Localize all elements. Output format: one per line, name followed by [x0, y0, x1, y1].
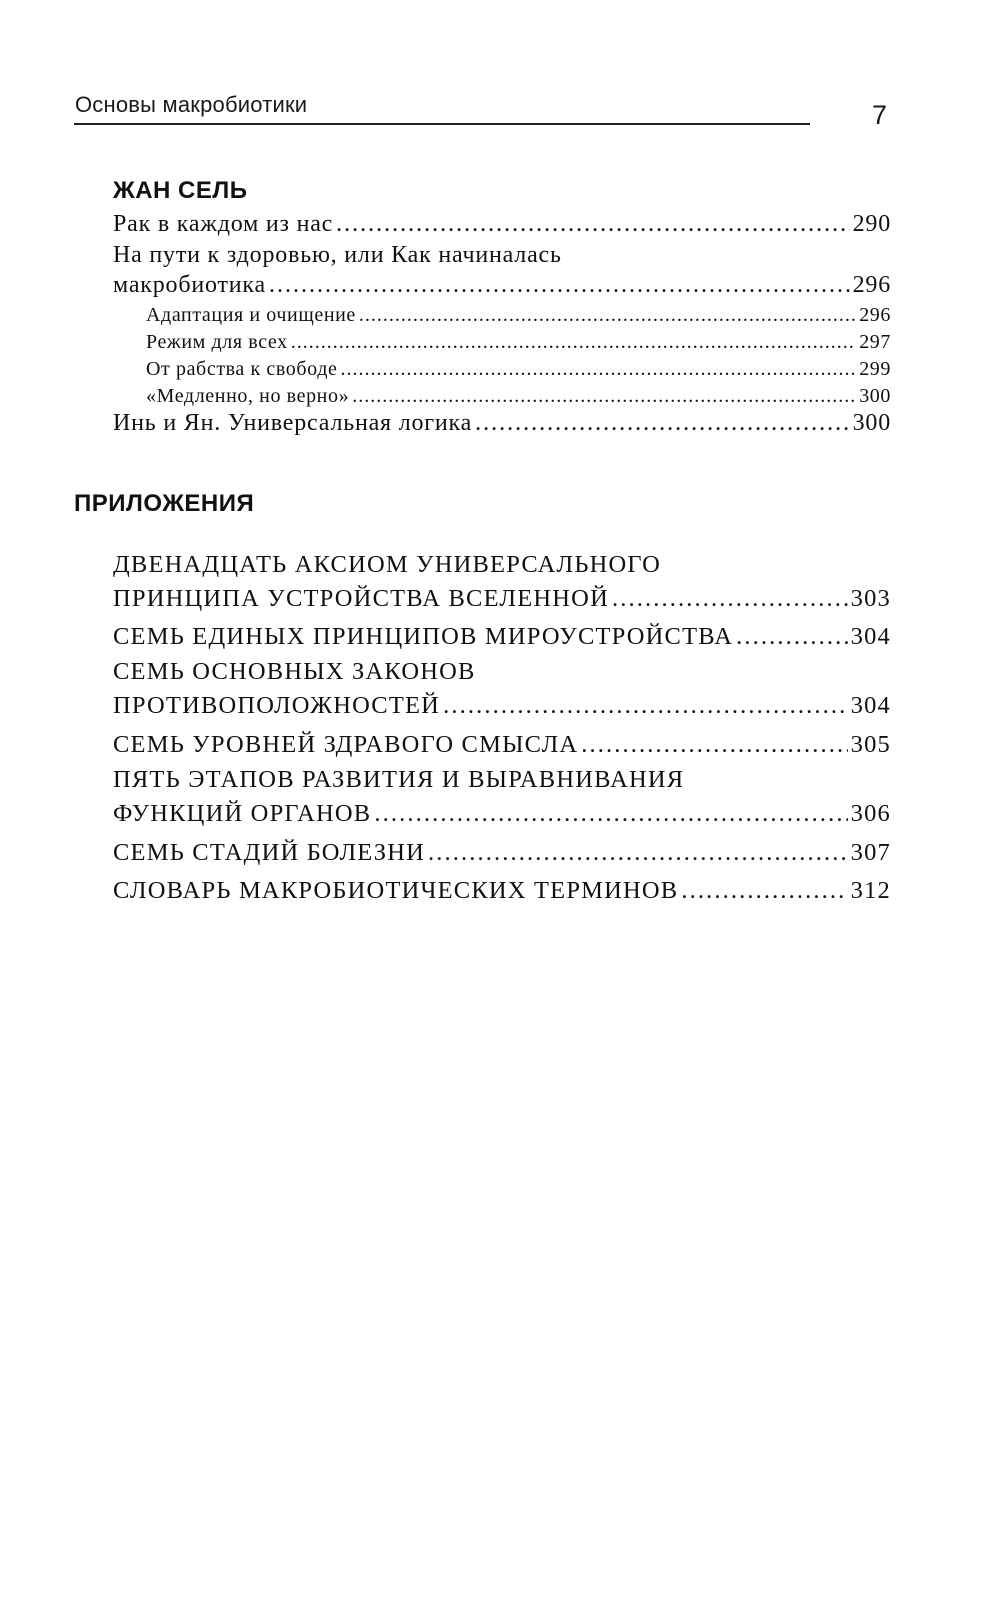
toc-entry-page: 296	[859, 304, 891, 326]
toc-entry[interactable]	[113, 800, 891, 828]
toc-entry-title: СЕМЬ СТАДИЙ БОЛЕЗНИ	[113, 839, 426, 866]
page-number: 7	[872, 100, 888, 130]
dot-leader	[336, 211, 849, 238]
toc-entry-page: 304	[850, 623, 891, 650]
header-rule	[74, 123, 810, 125]
toc-entry-title-line: СЕМЬ ОСНОВНЫХ ЗАКОНОВ	[113, 658, 476, 685]
toc-entry-title: Адаптация и очищение	[146, 304, 356, 326]
dot-leader	[340, 358, 856, 381]
section-title: ЖАН СЕЛЬ	[113, 177, 248, 204]
toc-entry-title: ПРИНЦИПА УСТРОЙСТВА ВСЕЛЕННОЙ	[113, 585, 609, 612]
toc-entry-page: 300	[859, 385, 891, 407]
toc-entry-page: 299	[859, 358, 891, 380]
toc-subentry[interactable]	[146, 331, 891, 354]
toc-entry[interactable]	[113, 839, 891, 867]
toc-entry-title: СЛОВАРЬ МАКРОБИОТИЧЕСКИХ ТЕРМИНОВ	[113, 877, 679, 904]
toc-entry[interactable]	[113, 877, 891, 905]
dot-leader	[475, 410, 849, 437]
toc-entry-page: 306	[850, 800, 891, 827]
toc-entry-title: макробиотика	[113, 272, 266, 298]
toc-entry[interactable]	[113, 731, 891, 759]
dot-leader	[612, 585, 848, 613]
toc-entry-title: СЕМЬ ЕДИНЫХ ПРИНЦИПОВ МИРОУСТРОЙСТВА	[113, 623, 734, 650]
dot-leader	[291, 331, 856, 354]
toc-entry-page: 296	[852, 272, 891, 298]
toc-entry-title: ФУНКЦИЙ ОРГАНОВ	[113, 800, 372, 827]
toc-entry-page: 304	[850, 692, 891, 719]
toc-entry-page: 312	[850, 877, 891, 904]
dot-leader	[443, 692, 848, 720]
toc-entry-title-line: ПЯТЬ ЭТАПОВ РАЗВИТИЯ И ВЫРАВНИВАНИЯ	[113, 766, 685, 793]
toc-entry-title-line: На пути к здоровью, или Как начиналась	[113, 242, 562, 268]
toc-entry[interactable]	[113, 211, 891, 238]
toc-entry[interactable]	[113, 585, 891, 613]
dot-leader	[269, 272, 850, 299]
toc-subentry[interactable]	[146, 304, 891, 327]
toc-entry-page: 297	[859, 331, 891, 353]
toc-entry-title: СЕМЬ УРОВНЕЙ ЗДРАВОГО СМЫСЛА	[113, 731, 579, 758]
running-title: Основы макробиотики	[75, 92, 308, 117]
toc-entry-title: Режим для всех	[146, 331, 288, 353]
toc-entry[interactable]	[113, 410, 891, 437]
dot-leader	[428, 839, 848, 867]
dot-leader	[374, 800, 847, 828]
toc-entry-page: 290	[852, 211, 891, 237]
dot-leader	[581, 731, 847, 759]
toc-entry-title: Рак в каждом из нас	[113, 211, 334, 237]
toc-entry-title: «Медленно, но верно»	[146, 385, 350, 407]
section-title: ПРИЛОЖЕНИЯ	[74, 490, 255, 517]
toc-entry-title: Инь и Ян. Универсальная логика	[113, 410, 473, 436]
toc-entry-title: ПРОТИВОПОЛОЖНОСТЕЙ	[113, 692, 441, 719]
dot-leader	[352, 385, 856, 408]
toc-subentry[interactable]	[146, 358, 891, 381]
dot-leader	[736, 623, 847, 651]
toc-subentry[interactable]	[146, 385, 891, 408]
dot-leader	[681, 877, 847, 905]
toc-entry[interactable]	[113, 623, 891, 651]
toc-entry[interactable]	[113, 692, 891, 720]
toc-entry[interactable]	[113, 272, 891, 299]
toc-entry-title: От рабства к свободе	[146, 358, 338, 380]
toc-entry-page: 300	[852, 410, 891, 436]
dot-leader	[359, 304, 856, 327]
toc-entry-page: 303	[850, 585, 891, 612]
toc-entry-page: 305	[850, 731, 891, 758]
toc-entry-title-line: ДВЕНАДЦАТЬ АКСИОМ УНИВЕРСАЛЬНОГО	[113, 551, 662, 578]
toc-entry-page: 307	[850, 839, 891, 866]
